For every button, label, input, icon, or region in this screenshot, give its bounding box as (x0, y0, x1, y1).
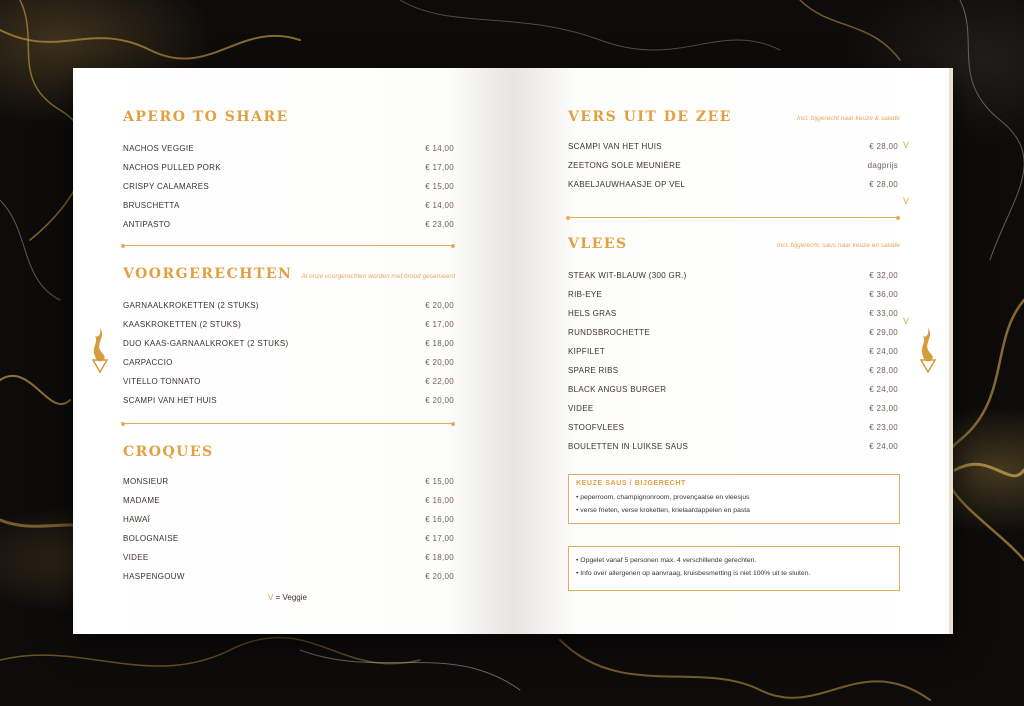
voorgerechten-title: VOORGERECHTEN (123, 266, 293, 282)
croques-title: CROQUES (123, 444, 214, 460)
menu-item (568, 177, 898, 191)
menu-item-name: BRUSCHETTA (123, 200, 180, 210)
apero-title: APERO TO SHARE (123, 109, 289, 125)
menu-item-price: € 24,00 (869, 384, 898, 394)
menu-item (123, 141, 454, 155)
menu-item (123, 198, 454, 212)
menu-item-name: NACHOS VEGGIE (123, 143, 195, 153)
menu-item-name: BLACK ANGUS BURGER (568, 384, 667, 394)
menu-item-name: CARPACCIO (123, 357, 173, 367)
menu-item-price: € 15,00 (425, 181, 454, 191)
keuze-bullet: • verse frieten, verse kroketten, krielaardappelen en pasta (576, 507, 750, 514)
info-bullet: • Info over allergenen op aanvraag, kruisbesmetting is niet 100% uit te sluiten. (576, 570, 811, 577)
menu-item-price: € 17,00 (425, 162, 454, 172)
vlees-note: Incl. bijgerecht, saus naar keuze en salade (776, 242, 900, 249)
menu-item (123, 569, 454, 583)
veggie-legend (268, 593, 307, 602)
menu-item-name: SCAMPI VAN HET HUIS (123, 395, 217, 405)
menu-item (123, 531, 454, 545)
menu-item-price: € 24,00 (869, 346, 898, 356)
menu-item-name: RUNDSBROCHETTE (568, 327, 650, 337)
left-page (73, 68, 513, 634)
menu-item (123, 355, 454, 369)
menu-item-price: € 28,00 (869, 365, 898, 375)
menu-item-price: € 16,00 (425, 495, 454, 505)
menu-item-price: € 14,00 (425, 143, 454, 153)
menu-item-price: € 17,00 (425, 319, 454, 329)
menu-item (123, 317, 454, 331)
menu-item-price: € 32,00 (869, 270, 898, 280)
veggie-mark: V (903, 140, 910, 150)
menu-item-price: € 17,00 (425, 533, 454, 543)
menu-item (568, 287, 898, 301)
menu-item-name: MONSIEUR (123, 476, 169, 486)
menu-item (568, 382, 898, 396)
menu-item-name: BOLOGNAISE (123, 533, 179, 543)
menu-item-price: € 23,00 (425, 219, 454, 229)
menu-item-name: ANTIPASTO (123, 219, 171, 229)
menu-item (568, 306, 898, 320)
menu-item-name: HAWAÏ (123, 514, 151, 524)
section-divider (123, 423, 453, 424)
veggie-mark: V (903, 196, 910, 206)
flame-logo-icon (85, 326, 115, 376)
menu-item (568, 439, 898, 453)
menu-item-price: € 28,00 (869, 141, 898, 151)
menu-item-name: DUO KAAS-GARNAALKROKET (2 STUKS) (123, 338, 289, 348)
menu-item (123, 474, 454, 488)
menu-item-price: € 15,00 (425, 476, 454, 486)
menu-item-name: VIDEE (123, 552, 149, 562)
menu-item-price: € 23,00 (869, 403, 898, 413)
menu-item (568, 158, 898, 172)
menu-item (123, 374, 454, 388)
menu-item (123, 493, 454, 507)
menu-item-name: CRISPY CALAMARES (123, 181, 210, 191)
menu-item (123, 550, 454, 564)
zee-title: VERS UIT DE ZEE (568, 109, 732, 125)
menu-item-name: KIPFILET (568, 346, 606, 356)
menu-item (568, 139, 898, 153)
menu-item-name: GARNAALKROKETTEN (2 STUKS) (123, 300, 259, 310)
menu-item-name: SCAMPI VAN HET HUIS (568, 141, 662, 151)
menu-item (568, 344, 898, 358)
menu-item-name: STEAK WIT-BLAUW (300 GR.) (568, 270, 687, 280)
menu-item (123, 393, 454, 407)
menu-item (123, 179, 454, 193)
menu-item-price: € 18,00 (425, 338, 454, 348)
menu-item-price: € 33,00 (869, 308, 898, 318)
menu-item-name: VITELLO TONNATO (123, 376, 201, 386)
menu-item-price: € 23,00 (869, 422, 898, 432)
zee-note: Incl. bijgerecht naar keuze & salade (797, 115, 900, 122)
menu-item-price: € 24,00 (869, 441, 898, 451)
menu-item (123, 217, 454, 231)
menu-item-name: SPARE RIBS (568, 365, 619, 375)
menu-item (123, 336, 454, 350)
voorgerechten-note: Al onze voorgerechten worden met brood geserveerd (301, 273, 455, 280)
menu-item-name: NACHOS PULLED PORK (123, 162, 221, 172)
menu-item (123, 512, 454, 526)
menu-item-name: KAASKROKETTEN (2 STUKS) (123, 319, 242, 329)
menu-item (568, 325, 898, 339)
menu-item-price: € 36,00 (869, 289, 898, 299)
menu-item (123, 160, 454, 174)
menu-item-name: BOULETTEN IN LUIKSE SAUS (568, 441, 689, 451)
menu-item (568, 420, 898, 434)
flame-logo-icon (913, 326, 943, 376)
section-divider (568, 217, 898, 218)
menu-item-price: € 22,00 (425, 376, 454, 386)
menu-item-name: KABELJAUWHAASJE OP VEL (568, 179, 686, 189)
menu-item-price: € 16,00 (425, 514, 454, 524)
menu-book (73, 68, 953, 634)
menu-item (568, 401, 898, 415)
keuze-box (568, 474, 900, 524)
menu-item-price: € 20,00 (425, 357, 454, 367)
menu-item-price: € 29,00 (869, 327, 898, 337)
menu-item-name: HELS GRAS (568, 308, 617, 318)
veggie-mark: V (903, 316, 910, 326)
menu-item-price: dagprijs (867, 160, 898, 170)
menu-item-name: HASPENGOUW (123, 571, 185, 581)
info-bullet: • Opgelet vanaf 5 personen max. 4 verschillende gerechten. (576, 557, 757, 564)
menu-item-name: RIB-EYE (568, 289, 603, 299)
menu-item-price: € 28,00 (869, 179, 898, 189)
menu-item-price: € 20,00 (425, 300, 454, 310)
veggie-legend-text: = Veggie (275, 593, 307, 602)
info-box (568, 546, 900, 591)
right-page (513, 68, 949, 634)
menu-item-name: ZEETONG SOLE MEUNIÈRE (568, 160, 681, 170)
vlees-title: VLEES (568, 236, 628, 252)
veggie-mark: V (268, 593, 274, 602)
menu-item-name: VIDEE (568, 403, 594, 413)
menu-item (568, 363, 898, 377)
keuze-bullet: • peperroom, champignonroom, provençaalse en vleesjus (576, 494, 750, 501)
menu-item-price: € 14,00 (425, 200, 454, 210)
menu-item-name: STOOFVLEES (568, 422, 625, 432)
menu-item-price: € 20,00 (425, 395, 454, 405)
menu-item-name: MADAME (123, 495, 160, 505)
menu-item-price: € 20,00 (425, 571, 454, 581)
menu-item-price: € 18,00 (425, 552, 454, 562)
keuze-box-title: KEUZE SAUS / BIJGERECHT (576, 480, 686, 487)
menu-item (568, 268, 898, 282)
menu-item (123, 298, 454, 312)
section-divider (123, 245, 453, 246)
